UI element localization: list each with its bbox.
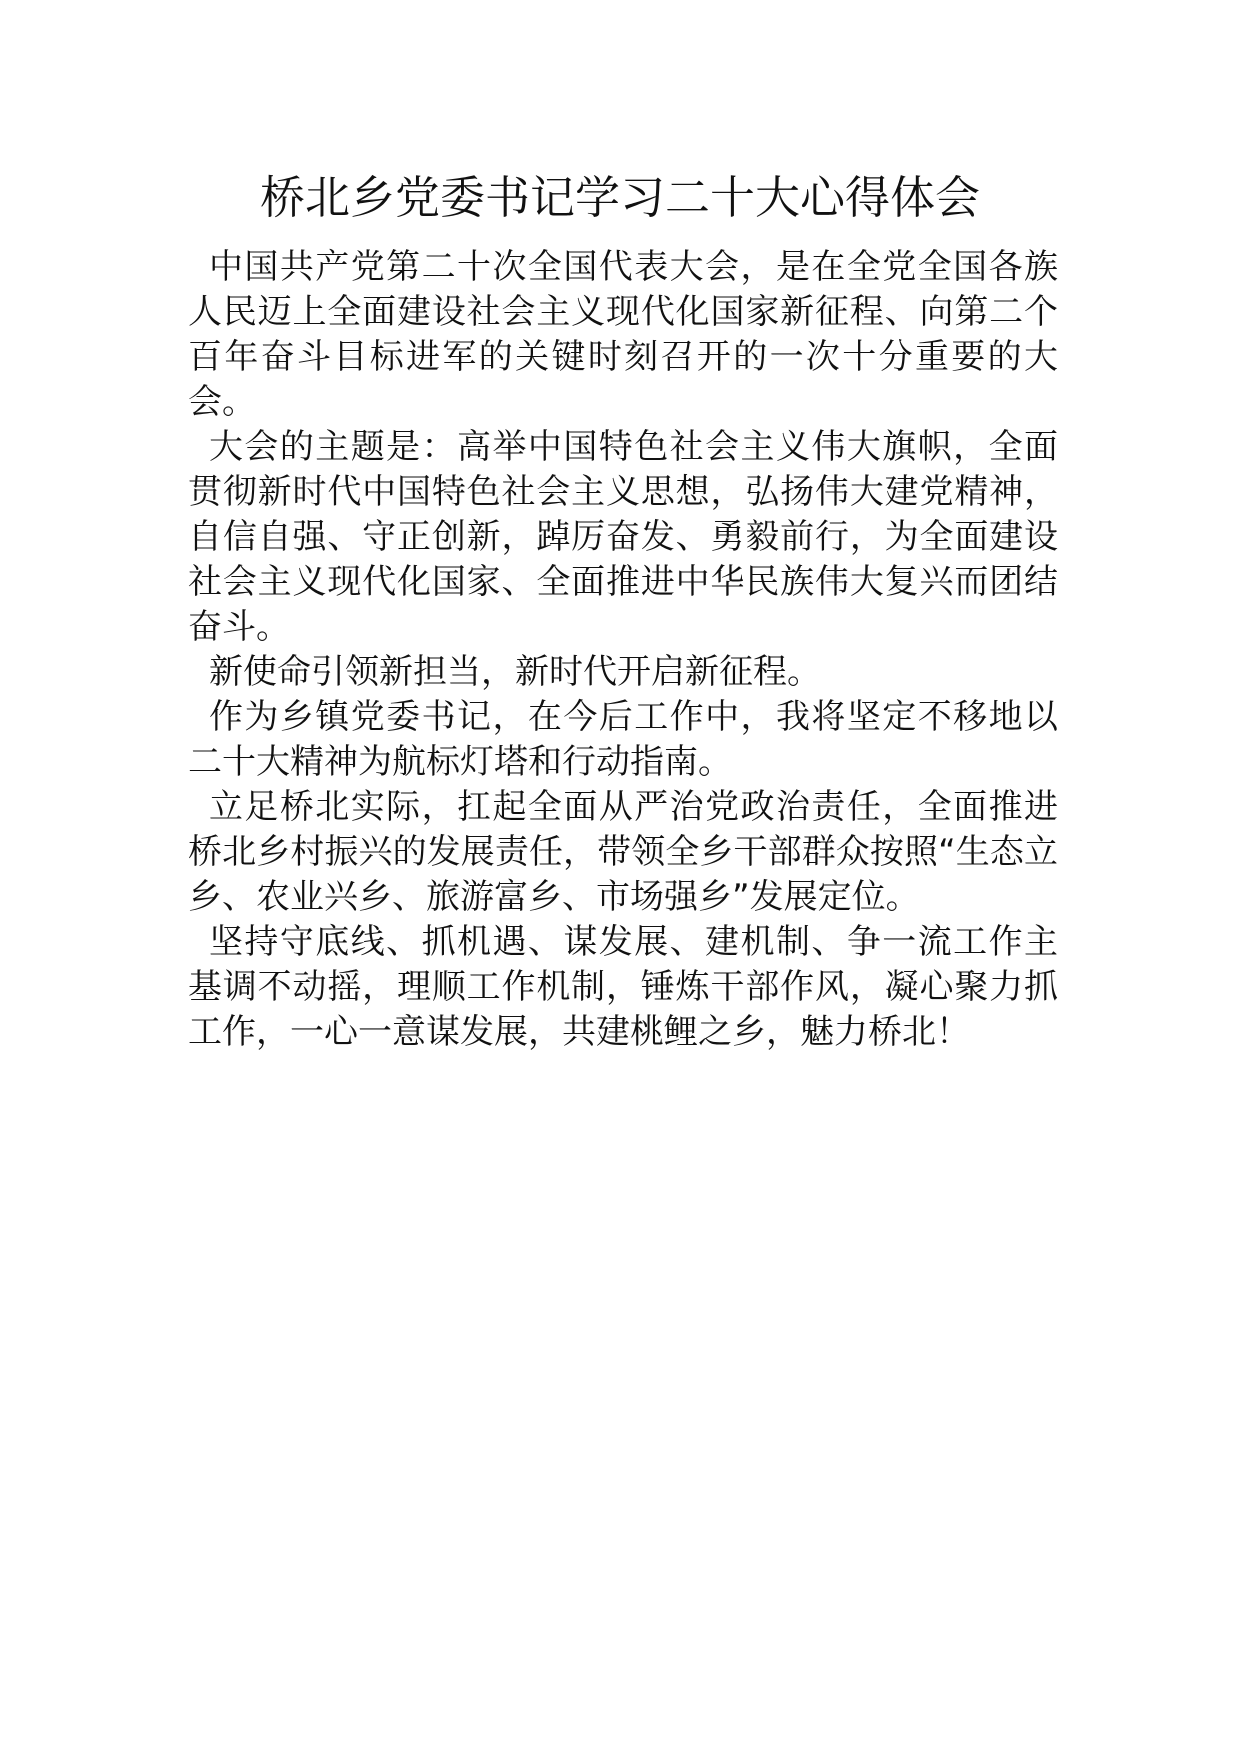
paragraph-5: 立足桥北实际，扛起全面从严治党政治责任，全面推进桥北乡村振兴的发展责任，带领全乡干部群众按照“生态立乡、农业兴乡、旅游富乡、市场强乡”发展定位。 (188, 787, 1058, 917)
document-title: 桥北乡党委书记学习二十大心得体会 (259, 171, 980, 224)
document-body (188, 245, 1058, 1055)
paragraph-4: 作为乡镇党委书记，在今后工作中，我将坚定不移地以二十大精神为航标灯塔和行动指南。 (188, 697, 1058, 782)
paragraph-6: 坚持守底线、抓机遇、谋发展、建机制、争一流工作主基调不动摇，理顺工作机制，锤炼干部作风，凝心聚力抓工作，一心一意谋发展，共建桃鲤之乡，魅力桥北！ (188, 922, 1058, 1052)
paragraph-2: 大会的主题是：高举中国特色社会主义伟大旗帜，全面贯彻新时代中国特色社会主义思想，弘扬伟大建党精神，自信自强、守正创新，踔厉奋发、勇毅前行，为全面建设社会主义现代化国家、全面推进中华民族伟大复兴而团结奋斗。 (188, 427, 1058, 647)
paragraph-3: 新使命引领新担当，新时代开启新征程。 (209, 652, 821, 692)
paragraph-1: 中国共产党第二十次全国代表大会，是在全党全国各族人民迈上全面建设社会主义现代化国家新征程、向第二个百年奋斗目标进军的关键时刻召开的一次十分重要的大会。 (188, 247, 1058, 422)
